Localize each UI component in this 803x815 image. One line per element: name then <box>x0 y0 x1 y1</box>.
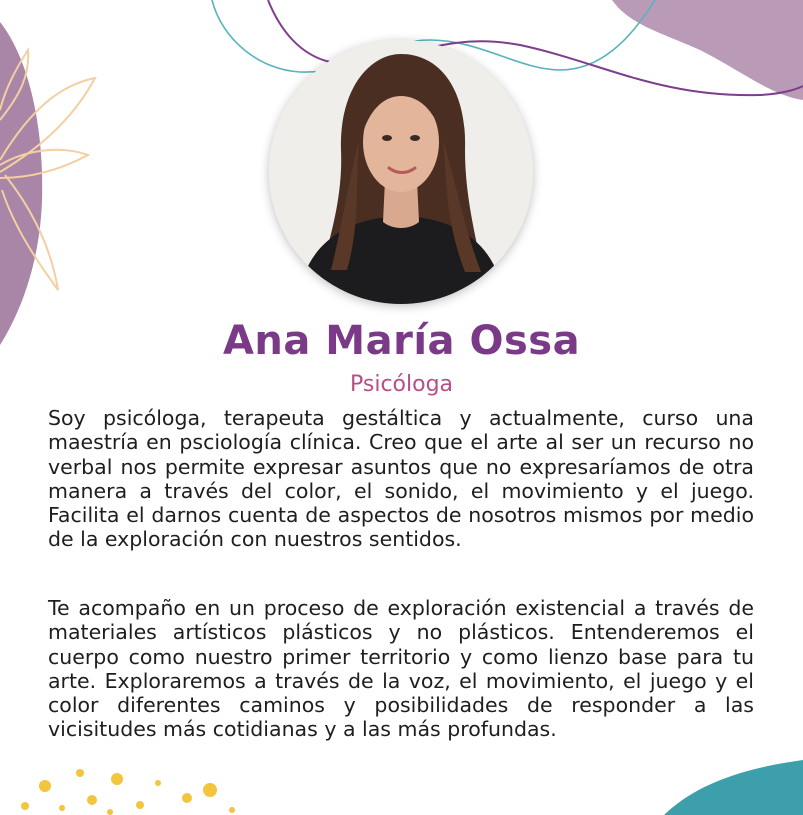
bottom-right-teal-shape <box>664 760 803 815</box>
person-role: Psicóloga <box>349 372 454 397</box>
bio-paragraph-1: Soy psicóloga, terapeuta gestáltica y actualmente, curso una maestría en psciología clínica. Creo que el arte al ser un recurso no verbal nos permite expresar asuntos que no expresaríamos de otra manera a través del color, el sonido, el movimiento y el juego. Facilita el darnos cuenta de aspectos de nosotros mismos por medio de la exploración con nuestros sentidos. <box>48 406 754 552</box>
portrait-image <box>269 40 533 304</box>
bio-paragraph-2: Te acompaño en un proceso de exploración existencial a través de materiales artísticos plásticos y no plásticos. Entenderemos el cuerpo como nuestro primer territorio y como lienzo base para tu arte. Exploraremos a través de la voz, el movimiento, el juego y el color diferentes caminos y posibilidades de responder a las vicisitudes más cotidianas y a las más profundas. <box>48 596 754 742</box>
profile-photo <box>269 40 533 304</box>
top-right-mauve-shape <box>612 0 803 100</box>
yellow-dots-decoration <box>21 769 235 815</box>
person-name: Ana María Ossa <box>222 318 581 364</box>
left-mauve-shape <box>0 22 42 345</box>
